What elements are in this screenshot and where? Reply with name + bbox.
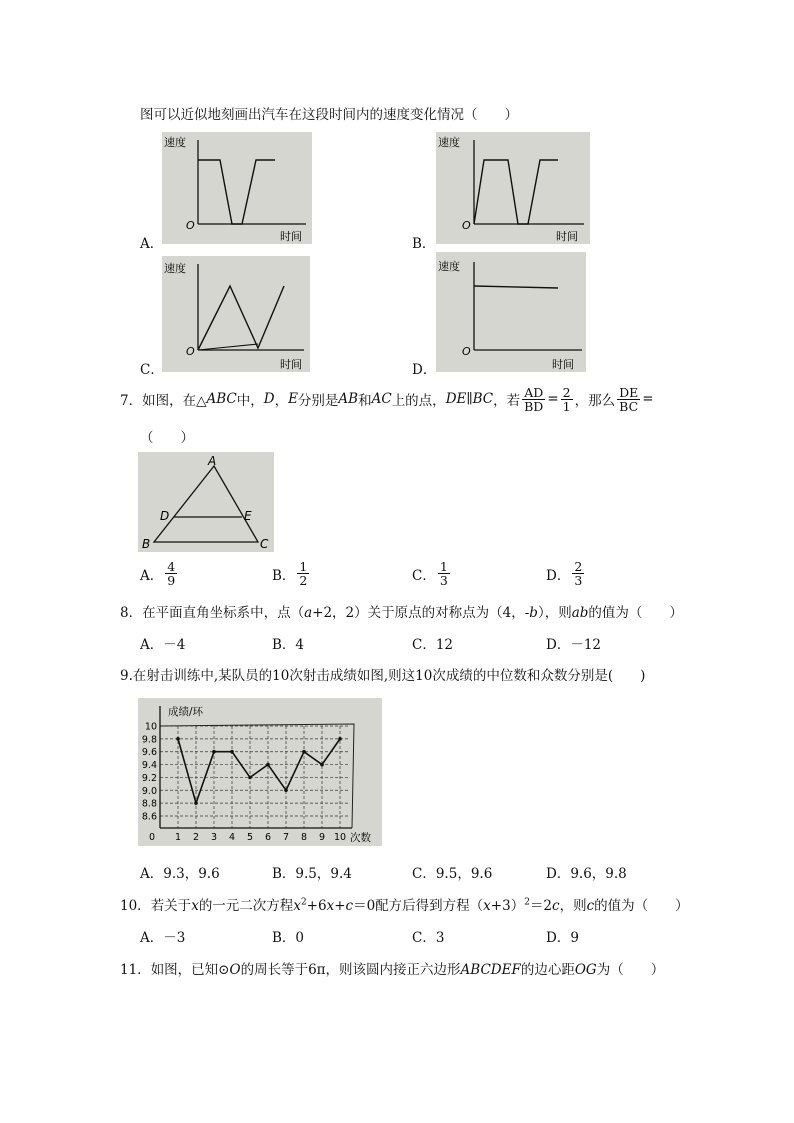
q9-chart (138, 698, 382, 846)
q6-graph-d (436, 252, 586, 372)
q6-graph-a (162, 132, 312, 244)
q6d-origin: O (462, 345, 471, 358)
q7-label-c: C (260, 537, 269, 551)
q6-graph-c (162, 256, 310, 372)
q6b-origin: O (462, 219, 471, 232)
q9-data-point (230, 750, 234, 754)
q9-x-tick-label: 0 (148, 832, 156, 843)
q9-data-point (194, 801, 198, 805)
q9-y-tick-label: 9.0 (141, 785, 157, 797)
q9-x-tick-label: 1 (174, 832, 182, 843)
q10-stem: 10．若关于x的一元二次方程$x^2+6x+c=0$配方后得到方程$(x+3)^2=2c$，则c的值为（ ） (120, 897, 689, 914)
q6-graph-b (436, 132, 590, 244)
q7-label-e: E (244, 509, 252, 523)
q9-y-tick-label: 9.4 (141, 760, 157, 772)
q7-label-b: B (142, 537, 151, 551)
q9-data-point (320, 763, 324, 767)
q10-option-c[interactable]: C．3 (412, 930, 445, 946)
q9-option-a[interactable]: A．9.3，9.6 (140, 866, 220, 882)
q6b-x-label: 时间 (556, 230, 578, 243)
q9-x-tick-label: 5 (246, 832, 254, 843)
q9-data-point (176, 737, 180, 741)
q9-x-tick-label: 4 (228, 832, 236, 843)
q9-data-point (266, 763, 270, 767)
q9-x-axis-label: 次数 (350, 832, 371, 844)
q7-label-d: D (160, 509, 170, 523)
q9-x-tick-label: 9 (318, 832, 326, 843)
q9-option-b[interactable]: B．9.5，9.4 (272, 866, 352, 882)
q7-option-b[interactable]: B． $\frac{1}{2}$ (272, 559, 308, 588)
q7-frac-2-1: $\frac{2}{1}$ (562, 384, 571, 414)
q10-option-b[interactable]: B．0 (272, 930, 305, 946)
q9-y-tick-label: 8.6 (141, 811, 157, 823)
q9-y-tick-label: 9.6 (141, 747, 157, 759)
q11-stem: 11．如图，已知⊙O的周长等于6π，则该圆内接正六边形ABCDEF的边心距OG为（ ） (120, 962, 665, 978)
q7-option-a[interactable]: A． $\frac{4}{9}$ (140, 559, 176, 588)
q9-x-tick-label: 10 (333, 832, 347, 843)
q9-y-tick-label: 8.8 (141, 798, 157, 810)
q9-x-tick-label: 8 (300, 832, 308, 843)
q9-y-tick-label: 9.8 (141, 734, 157, 746)
q6-option-b[interactable]: B． (412, 236, 436, 252)
q7-option-d[interactable]: D． $\frac{2}{3}$ (546, 559, 583, 588)
q6d-x-label: 时间 (552, 358, 574, 371)
q9-stem: 9.在射击训练中,某队员的10次射击成绩如图,则这10次成绩的中位数和众数分别是( ) (120, 668, 646, 684)
q9-data-point (248, 776, 252, 780)
q10-option-d[interactable]: D．9 (546, 930, 579, 946)
q7-stem: 7． 如图，在△ ABC 中， D ， E 分别是 AB 和 AC 上的点， DE∥BC ，若 $\frac{AD}{BD}$ = $\frac{2}{1}$ ，那么 $\frac{DE}{BC}$ = (120, 384, 654, 414)
q6a-x-label: 时间 (280, 230, 302, 243)
q9-data-point (338, 737, 342, 741)
q8-option-c[interactable]: C．12 (412, 637, 454, 653)
q8-option-a[interactable]: A．－4 (140, 637, 186, 653)
q10-option-a[interactable]: A．－3 (140, 930, 186, 946)
q8-stem: 8．在平面直角坐标系中，点（a+2，2）关于原点的对称点为（4，-b），则ab的值为（ ） (120, 605, 683, 621)
q6-option-c[interactable]: C． (140, 362, 164, 378)
q9-x-tick-label: 7 (282, 832, 290, 843)
q6d-y-label: 速度 (438, 260, 460, 273)
q8-option-d[interactable]: D．－12 (546, 637, 602, 653)
q6c-x-label: 时间 (280, 358, 302, 371)
q6c-y-label: 速度 (164, 262, 186, 275)
q9-x-tick-label: 3 (210, 832, 218, 843)
q9-option-d[interactable]: D．9.6，9.8 (546, 866, 627, 882)
q7-triangle-figure (138, 452, 274, 552)
q9-y-axis-label: 成绩/环 (168, 706, 204, 718)
q9-y-tick-label: 9.2 (141, 772, 157, 784)
q9-data-point (284, 788, 288, 792)
q6b-y-label: 速度 (438, 136, 460, 149)
q9-data-point (302, 750, 306, 754)
q7-label-a: A (208, 454, 217, 468)
q9-x-tick-label: 2 (192, 832, 200, 843)
q9-series-line (178, 739, 340, 803)
q9-option-c[interactable]: C．9.5，9.6 (412, 866, 493, 882)
q7-frac-ad-bd: $\frac{AD}{BD}$ (524, 384, 544, 414)
q7-option-c[interactable]: C． $\frac{1}{3}$ (412, 559, 448, 588)
q6-option-a[interactable]: A． (140, 236, 164, 252)
q6-option-d[interactable]: D． (412, 362, 437, 378)
q6a-y-label: 速度 (164, 136, 186, 149)
q6c-origin: O (186, 345, 195, 358)
q6a-origin: O (186, 219, 195, 232)
q9-x-tick-label: 6 (264, 832, 272, 843)
q7-frac-de-bc: $\frac{DE}{BC}$ (619, 384, 639, 414)
q9-data-point (212, 750, 216, 754)
q9-y-tick-label: 10 (144, 721, 157, 733)
q7-answer-paren: （ ） (140, 430, 194, 446)
q8-option-b[interactable]: B．4 (272, 637, 305, 653)
q6-stem-tail: 图可以近似地刻画出汽车在这段时间内的速度变化情况（ ） (140, 107, 518, 123)
